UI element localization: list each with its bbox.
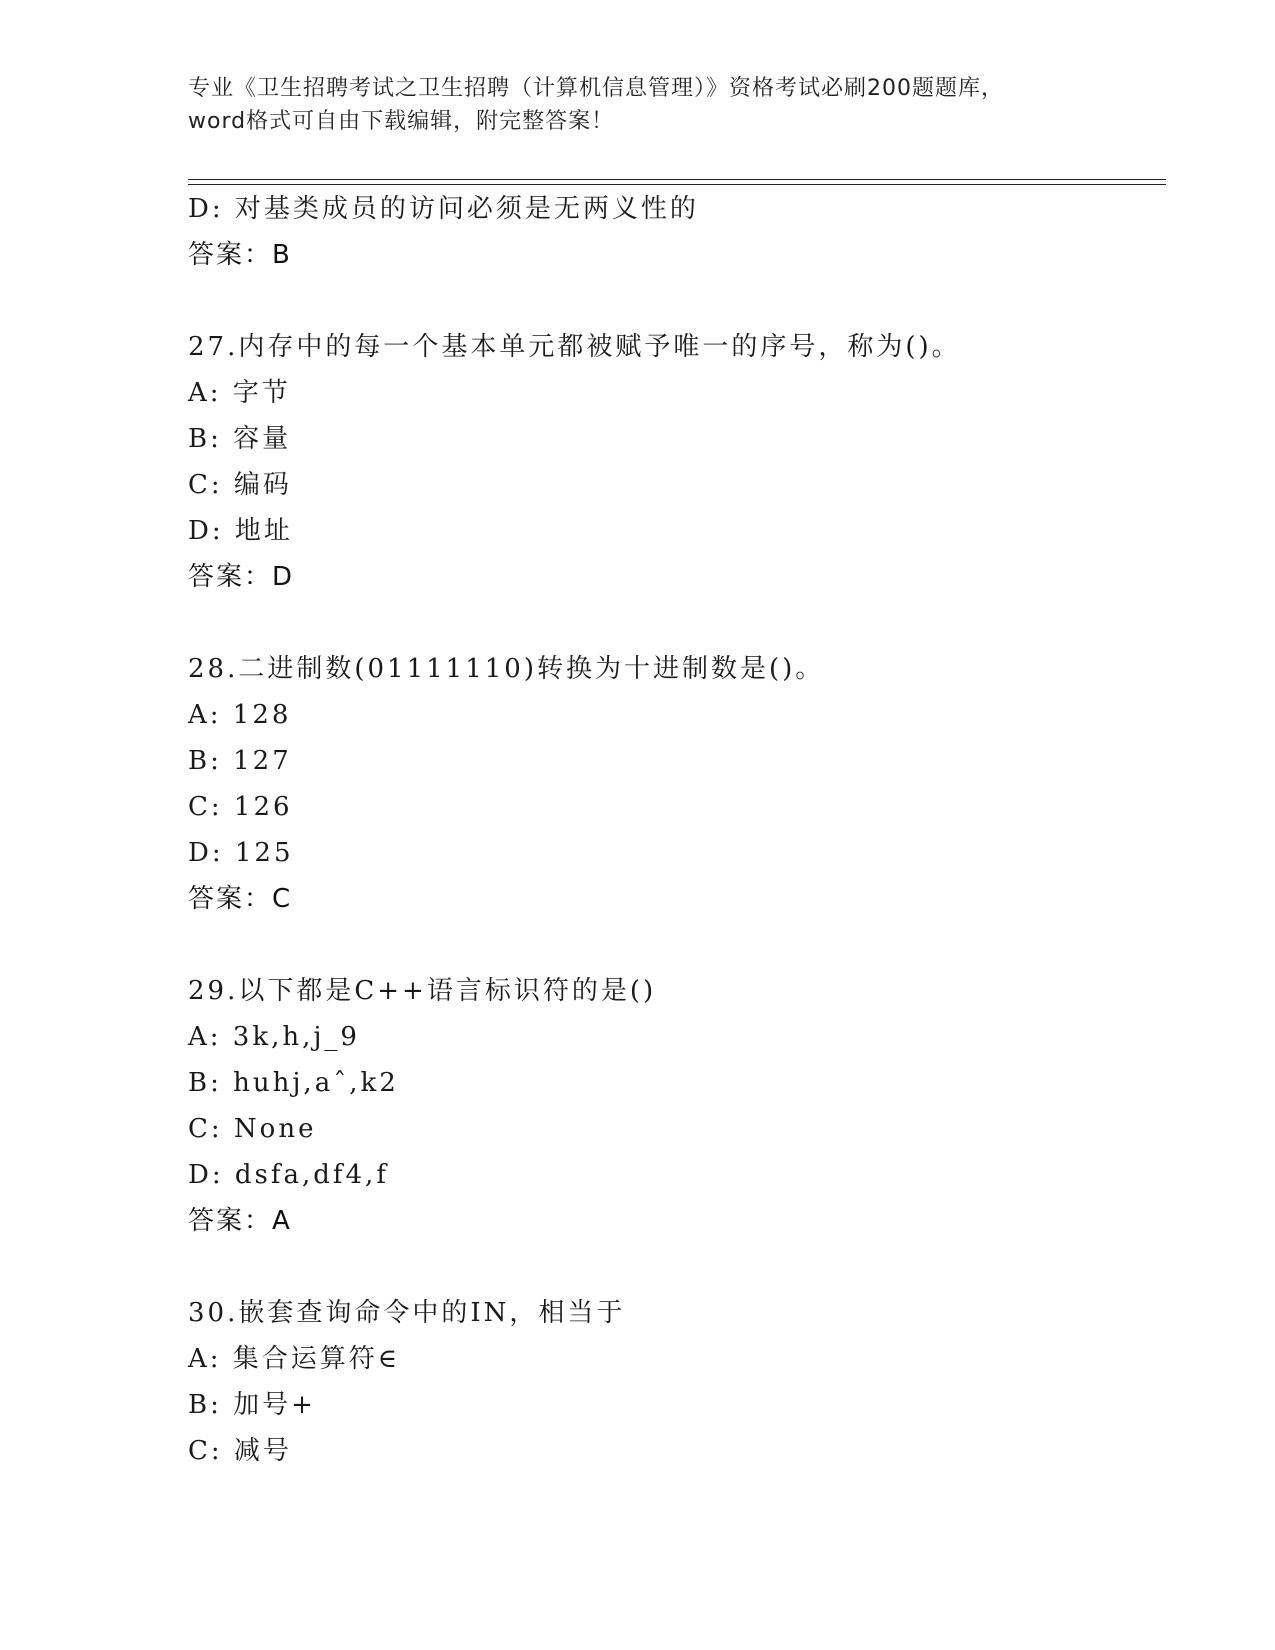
- answer: 答案：A: [188, 1206, 292, 1236]
- option-c: C: 126: [188, 792, 293, 822]
- option-a: A: 集合运算符∈: [188, 1344, 401, 1374]
- option-a: A: 128: [188, 700, 292, 730]
- question-stem: 29.以下都是C++语言标识符的是(): [188, 976, 657, 1006]
- option-d: D: dsfa,df4,f: [188, 1160, 389, 1190]
- answer: 答案：C: [188, 884, 293, 914]
- option-c: C: None: [188, 1114, 317, 1144]
- option-c: C: 减号: [188, 1436, 292, 1466]
- option-b: B: 加号+: [188, 1390, 316, 1420]
- option-b: B: huhj,aˆ,k2: [188, 1068, 399, 1098]
- question-stem: 28.二进制数(01111110)转换为十进制数是()。: [188, 654, 825, 684]
- header-line-2: word格式可自由下载编辑，附完整答案！: [188, 109, 615, 134]
- document-header: [188, 72, 1088, 138]
- question-28: [188, 646, 1166, 922]
- option-d: D: 125: [188, 838, 294, 868]
- question-30: [188, 1290, 1166, 1474]
- option-a: A: 字节: [188, 378, 291, 408]
- question-list: [188, 186, 1166, 1474]
- option-d: D: 地址: [188, 516, 293, 546]
- question-stem: 30.嵌套查询命令中的IN，相当于: [188, 1298, 626, 1328]
- question-stem: 27.内存中的每一个基本单元都被赋予唯一的序号，称为()。: [188, 332, 961, 362]
- question-27: [188, 324, 1166, 600]
- option-a: A: 3k,h,j_9: [188, 1022, 360, 1052]
- question-29: [188, 968, 1166, 1244]
- option-c: C: 编码: [188, 470, 292, 500]
- header-divider-top: [188, 179, 1166, 180]
- option-b: B: 127: [188, 746, 292, 776]
- header-divider-bottom: [188, 184, 1166, 185]
- answer: 答案：D: [188, 562, 295, 592]
- previous-question-tail: [188, 186, 1166, 278]
- header-line-1: 专业《卫生招聘考试之卫生招聘（计算机信息管理）》资格考试必刷200题题库，: [188, 76, 1004, 101]
- option-d: D: 对基类成员的访问必须是无两义性的: [188, 194, 699, 224]
- option-b: B: 容量: [188, 424, 292, 454]
- answer: 答案：B: [188, 240, 292, 270]
